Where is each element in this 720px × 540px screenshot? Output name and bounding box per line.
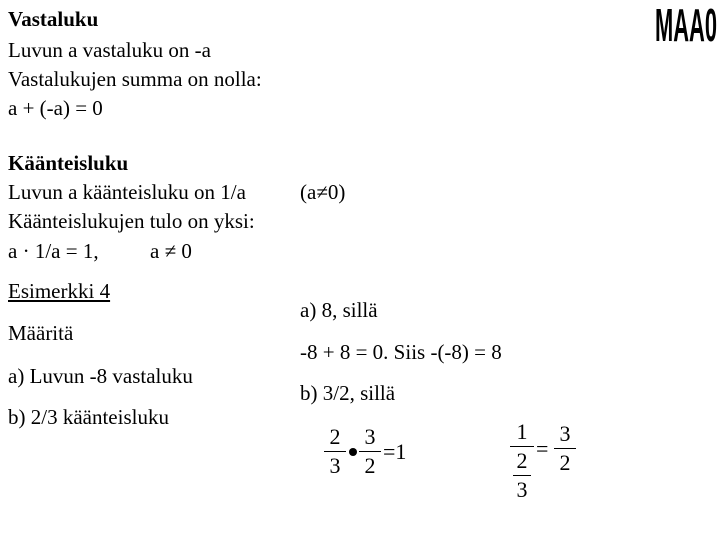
formula1-fraction-1	[324, 425, 346, 478]
formula1-f1-denominator: 3	[329, 453, 341, 478]
example-title: Esimerkki 4	[8, 279, 111, 303]
formula1-fraction-2	[359, 425, 381, 478]
example-instruction: Määritä	[8, 321, 74, 345]
formula1-result: =1	[383, 439, 407, 464]
formula1-f2-denominator: 2	[364, 453, 376, 478]
maa0-logo	[654, 2, 718, 44]
heading-reciprocal: Käänteisluku	[8, 151, 129, 175]
example-task-a: a) Luvun -8 vastaluku	[8, 364, 193, 388]
opposite-line-2: Vastalukujen summa on nolla:	[8, 67, 262, 91]
formula2-compound-fraction	[510, 420, 534, 502]
formula2-inner-numerator: 2	[516, 448, 528, 473]
formula2-equals: =	[536, 436, 549, 461]
solution-a-line-1: a) 8, sillä	[300, 298, 378, 322]
logo-text: MAA0	[655, 2, 717, 44]
reciprocal-condition: (a≠0)	[300, 180, 346, 204]
opposite-line-1: Luvun a vastaluku on -a	[8, 38, 211, 62]
fraction-bar	[510, 446, 534, 447]
formula1-f2-numerator: 3	[364, 424, 376, 449]
formula2-result-numerator: 3	[559, 421, 571, 446]
formula2-result-denominator: 2	[559, 450, 571, 475]
reciprocal-line-1: Luvun a käänteisluku on 1/a	[8, 180, 246, 204]
reciprocal-line-2: Käänteislukujen tulo on yksi:	[8, 209, 255, 233]
fraction-bar	[554, 448, 576, 449]
solution-b-line-1: b) 3/2, sillä	[300, 381, 396, 405]
formula1-f1-numerator: 2	[329, 424, 341, 449]
heading-opposite: Vastaluku	[8, 7, 99, 31]
fraction-bar	[513, 475, 531, 476]
solution-a-line-2: -8 + 8 = 0. Siis -(-8) = 8	[300, 340, 502, 364]
multiply-dot	[349, 448, 357, 456]
fraction-bar	[359, 451, 381, 452]
formula2-inner-denominator: 3	[516, 477, 528, 502]
opposite-line-3: a + (-a) = 0	[8, 96, 103, 120]
fraction-bar	[324, 451, 346, 452]
formula2-numerator: 1	[516, 419, 528, 444]
reciprocal-line-3: a · 1/a = 1,	[8, 239, 99, 263]
formula2-result-fraction	[554, 422, 576, 475]
reciprocal-line-3-condition: a ≠ 0	[150, 239, 192, 263]
example-task-b: b) 2/3 käänteisluku	[8, 405, 169, 429]
